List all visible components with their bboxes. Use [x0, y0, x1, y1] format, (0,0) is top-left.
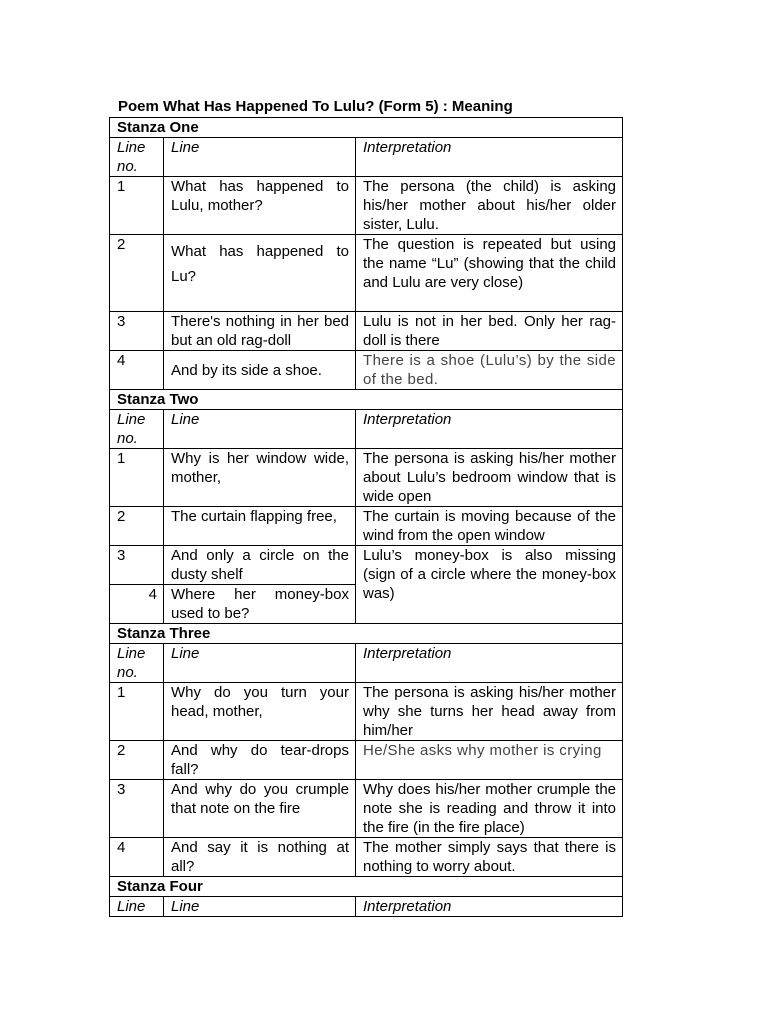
column-header-row: [110, 644, 623, 683]
interpretation: The question is repeated but using the name “Lu” (showing that the child and Lulu are very close): [356, 235, 623, 312]
line-number: 3: [110, 780, 164, 838]
header-line-no: Line no.: [110, 138, 164, 177]
column-header-row: [110, 410, 623, 449]
poem-line: And by its side a shoe.: [164, 351, 356, 390]
poem-line: And why do you crumple that note on the fire: [164, 780, 356, 838]
header-line-no: Line no.: [110, 410, 164, 449]
table-row: [110, 449, 623, 507]
poem-line: Why is her window wide, mother,: [164, 449, 356, 507]
header-line: Line: [164, 644, 356, 683]
line-number: 1: [110, 177, 164, 235]
interpretation: The mother simply says that there is nothing to worry about.: [356, 838, 623, 877]
table-row: [110, 546, 623, 585]
header-line-no: Line no.: [110, 644, 164, 683]
interpretation: The persona is asking his/her mother about Lulu’s bedroom window that is wide open: [356, 449, 623, 507]
table-row: [110, 351, 623, 390]
interpretation: Lulu’s money-box is also missing (sign of a circle where the money-box was): [356, 546, 623, 624]
stanza-heading-row: [110, 877, 623, 897]
line-number: 4: [110, 351, 164, 390]
interpretation: Lulu is not in her bed. Only her rag-doll is there: [356, 312, 623, 351]
line-number: 2: [110, 741, 164, 780]
header-line: Line: [164, 410, 356, 449]
stanza-heading: Stanza Four: [110, 877, 623, 897]
header-line-no: Line: [110, 897, 164, 917]
poem-line: What has happened to Lulu, mother?: [164, 177, 356, 235]
interpretation: The persona is asking his/her mother why she turns her head away from him/her: [356, 683, 623, 741]
interpretation: The persona (the child) is asking his/her mother about his/her older sister, Lulu.: [356, 177, 623, 235]
header-line: Line: [164, 897, 356, 917]
stanza-heading-row: [110, 390, 623, 410]
stanza-heading: Stanza Two: [110, 390, 623, 410]
poem-line: Where her money-box used to be?: [164, 585, 356, 624]
header-interpretation: Interpretation: [356, 644, 623, 683]
column-header-row: [110, 897, 623, 917]
table-row: [110, 177, 623, 235]
table-row: [110, 235, 623, 312]
poem-line: There's nothing in her bed but an old rag-doll: [164, 312, 356, 351]
table-row: [110, 507, 623, 546]
table-row: [110, 741, 623, 780]
line-number: 2: [110, 507, 164, 546]
poem-line: What has happened to Lu?: [164, 235, 356, 312]
poem-line: Why do you turn your head, mother,: [164, 683, 356, 741]
poem-meaning-table: [109, 117, 623, 917]
poem-line: And why do tear-drops fall?: [164, 741, 356, 780]
line-number: 4: [110, 838, 164, 877]
interpretation: There is a shoe (Lulu’s) by the side of the bed.: [356, 351, 623, 390]
line-number: 1: [110, 683, 164, 741]
stanza-heading-row: [110, 118, 623, 138]
table-row: [110, 838, 623, 877]
interpretation: The curtain is moving because of the wind from the open window: [356, 507, 623, 546]
table-row: [110, 312, 623, 351]
interpretation: Why does his/her mother crumple the note she is reading and throw it into the fire (in the fire place): [356, 780, 623, 838]
poem-line: And say it is nothing at all?: [164, 838, 356, 877]
header-interpretation: Interpretation: [356, 897, 623, 917]
header-interpretation: Interpretation: [356, 410, 623, 449]
header-line: Line: [164, 138, 356, 177]
line-number: 3: [110, 546, 164, 585]
table-row: [110, 683, 623, 741]
line-number: 1: [110, 449, 164, 507]
poem-line: And only a circle on the dusty shelf: [164, 546, 356, 585]
header-interpretation: Interpretation: [356, 138, 623, 177]
interpretation: He/She asks why mother is crying: [356, 741, 623, 780]
stanza-heading: Stanza Three: [110, 624, 623, 644]
line-number: 2: [110, 235, 164, 312]
line-number: 4: [110, 585, 164, 624]
line-number: 3: [110, 312, 164, 351]
table-row: [110, 780, 623, 838]
poem-line: The curtain flapping free,: [164, 507, 356, 546]
stanza-heading: Stanza One: [110, 118, 623, 138]
document-title: Poem What Has Happened To Lulu? (Form 5) : Meaning: [118, 98, 513, 115]
stanza-heading-row: [110, 624, 623, 644]
column-header-row: [110, 138, 623, 177]
